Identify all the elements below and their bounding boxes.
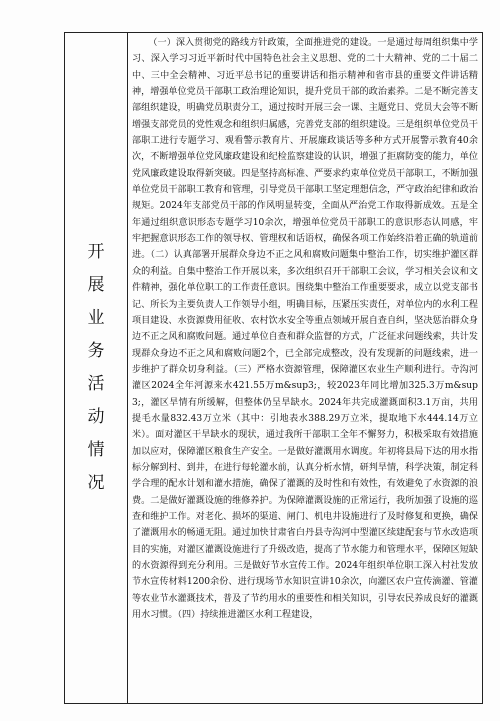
section-label <box>88 236 105 500</box>
section-label-char: 开 <box>87 242 105 262</box>
section-label-char: 展 <box>87 275 105 295</box>
section-label-char: 况 <box>87 473 105 493</box>
section-label-char: 务 <box>87 341 105 361</box>
section-label-char: 活 <box>87 374 105 394</box>
body-paragraph: （一）深入贯彻党的路线方针政策，全面推进党的建设。一是通过每周组织集中学习、深入学习习近平新时代中国特色社会主义思想、党的二十大精神、党的二十届二中、三中全会精神、习近平总书记的重要讲话和指示精神和省市县的重要文件讲话精神，增强单位党员干部职工政治理论知识，提升党员干部的政治素养。二是不断完善支部组织建设，明确党员职责分工，通过按时开展三会一课、主题党日、党员大会等不断增强支部党员的党性观念和组织归属感，完善党支部的组织建设。三是组织单位党员干部职工进行专题学习、观看警示教育片、开展廉政谈话等多种方式开展警示教育40余次，不断增强单位党风廉政建设和纪检监察建设的认识，增强了拒腐防变的能力，单位党风廉政建设取得新突破。四是坚持高标准、严要求约束单位党员干部职工，不断加强单位党员干部职工教育和管理，引导党员干部职工坚定理想信念，严守政治纪律和政治规矩。2024年支部党员干部的作风明显转变，全面从严治党工作取得新成效。五是全年通过组织意识形态专题学习10余次，增强单位党员干部职工的意识形态认同感，牢牢把握意识形态工作的领导权、管理权和话语权，确保各项工作始终沿着正确的轨道前进。（二）认真部署开展群众身边不正之风和腐败问题集中整治工作，切实维护灌区群众的利益。自集中整治工作开展以来，多次组织召开干部职工会议，学习相关会议和文件精神，强化单位职工的工作责任意识。围绕集中整治工作重要要求，成立以党支部书记、所长为主要负责人工作领导小组，明确目标，压紧压实责任，对单位内的水利工程项目建设、水资源费用征收、农村饮水安全等重点领域开展自查自纠，坚决惩治群众身边不正之风和腐败问题。通过单位自查和群众监督的方式，广泛征求问题线索，共计发现群众身边不正之风和腐败问题2个，已全部完成整改，没有发现新的问题线索，进一步维护了群众切身利益。（三）严格水资源管理，保障灌区农业生产顺利进行。寺沟河灌区2024全年河源来水421.55万m&sup3;，较2023年同比增加325.3万m&sup3;，灌区旱情有所缓解，但整体仍呈旱缺水。2024年共完成灌溉面积3.1万亩，共用提毛水量832.43万立米（其中：引地表水388.29万立米，提取地下水444.14万立米）。面对灌区干旱缺水的现状，通过我所干部职工全年不懈努力，积极采取有效措施加以应对，保障灌区粮食生产安全。一是做好灌溉用水调度。年初将县局下达的用水指标分解到村、到井，在进行每轮灌水前，认真分析水情，研判旱情，科学决策，制定科学合理的配水计划和灌水措施，确保了灌溉的及时性和有效性，有效避免了水资源的浪费。二是做好灌溉设施的维修养护。为保障灌溉设施的正常运行，我所加强了设施的巡查和维护工作。对老化、损坏的渠道、闸门、机电井设施进行了及时修复和更换，确保了灌溉用水的畅通无阻。通过加快甘肃省白丹县寺沟河中型灌区续建配套与节水改造项目的实施，对灌区灌溉设施进行了升级改造，提高了节水能力和管理水平，保障区短缺的水资源得到充分利用。三是做好节水宣传工作。2024年组织单位职工深入村社发放节水宣传材料1200余份、进行现场节水知识宣讲10余次，向灌区农户宣传滴灌、管灌等农业节水灌溉技术，普及了节约用水的重要性和相关知识，引导农民养成良好的灌溉用水习惯。（四）持续推进灌区水利工程建设， <box>132 38 478 621</box>
content-cell <box>128 33 482 703</box>
section-label-char: 业 <box>87 308 105 328</box>
report-table <box>64 32 483 704</box>
section-label-cell <box>65 33 128 703</box>
section-label-char: 情 <box>87 440 105 460</box>
section-label-char: 动 <box>87 407 105 427</box>
